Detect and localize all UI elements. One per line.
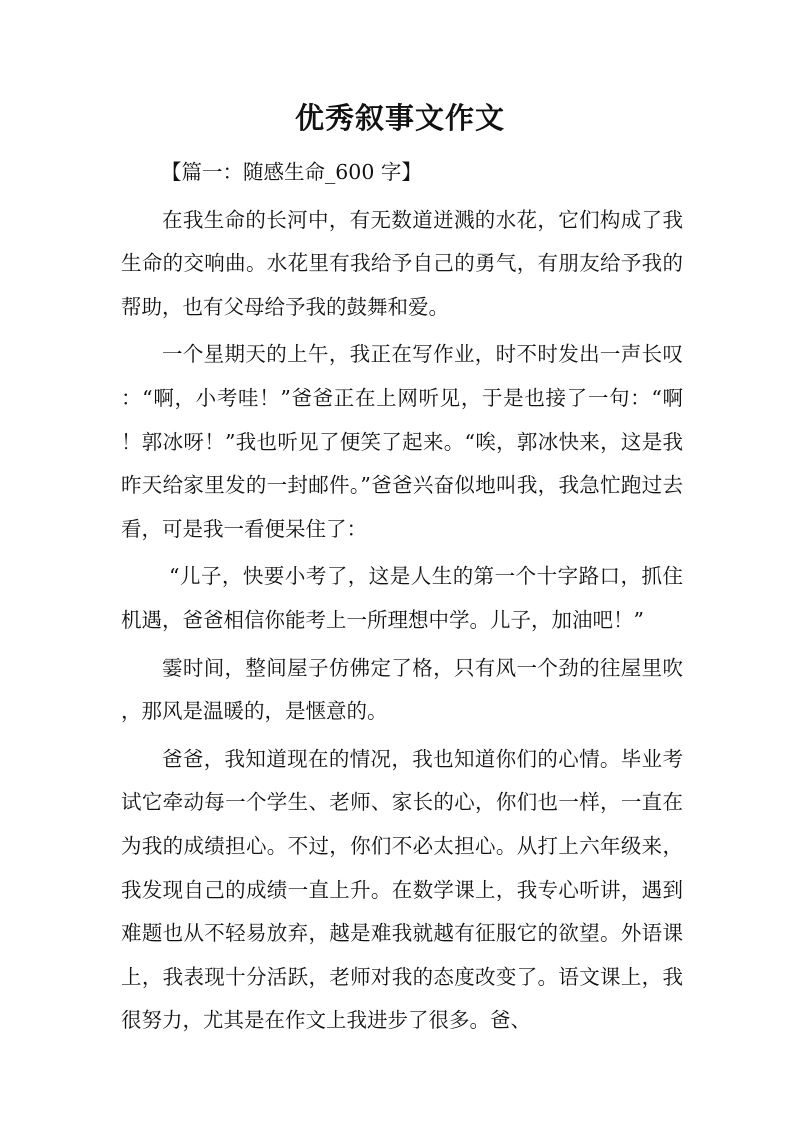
paragraph-3-quote: “儿子，快要小考了，这是人生的第一个十字路口，抓住机遇，爸爸相信你能考上一所理想中学。儿子，加油吧！” xyxy=(121,564,683,632)
section-heading: 【篇一：随感生命_600 字】 xyxy=(161,160,422,184)
paragraph-4: 霎时间，整间屋子仿佛定了格，只有风一个劲的往屋里吹，那风是温暖的，是惬意的。 xyxy=(121,655,683,724)
paragraph-5: 爸爸，我知道现在的情况，我也知道你们的心情。毕业考试它牵动每一个学生、老师、家长的心，你们也一样，一直在为我的成绩担心。不过，你们不必太担心。从打上六年级来，我发现自己的成绩一直上升。在数学课上，我专心听讲，遇到难题也从不轻易放弃，越是难我就越有征服它的欲望。外语课上，我表现十分活跃，老师对我的态度改变了。语文课上，我很努力，尤其是在作文上我进步了很多。爸、 xyxy=(121,746,683,1033)
paragraph-1: 在我生命的长河中，有无数道迸溅的水花，它们构成了我生命的交响曲。水花里有我给予自己的勇气，有朋友给予我的帮助，也有父母给予我的鼓舞和爱。 xyxy=(121,207,683,319)
paragraph-2: 一个星期天的上午，我正在写作业，时不时发出一声长叹：“啊，小考哇！”爸爸正在上网听见，于是也接了一句：“啊！郭冰呀！”我也听见了便笑了起来。“唉，郭冰快来，这是我昨天给家里发的一封邮件。”爸爸兴奋似地叫我，我急忙跑过去看，可是我一看便呆住了： xyxy=(121,342,683,541)
page-title: 优秀叙事文作文 xyxy=(294,101,505,135)
document-body xyxy=(121,151,683,1047)
